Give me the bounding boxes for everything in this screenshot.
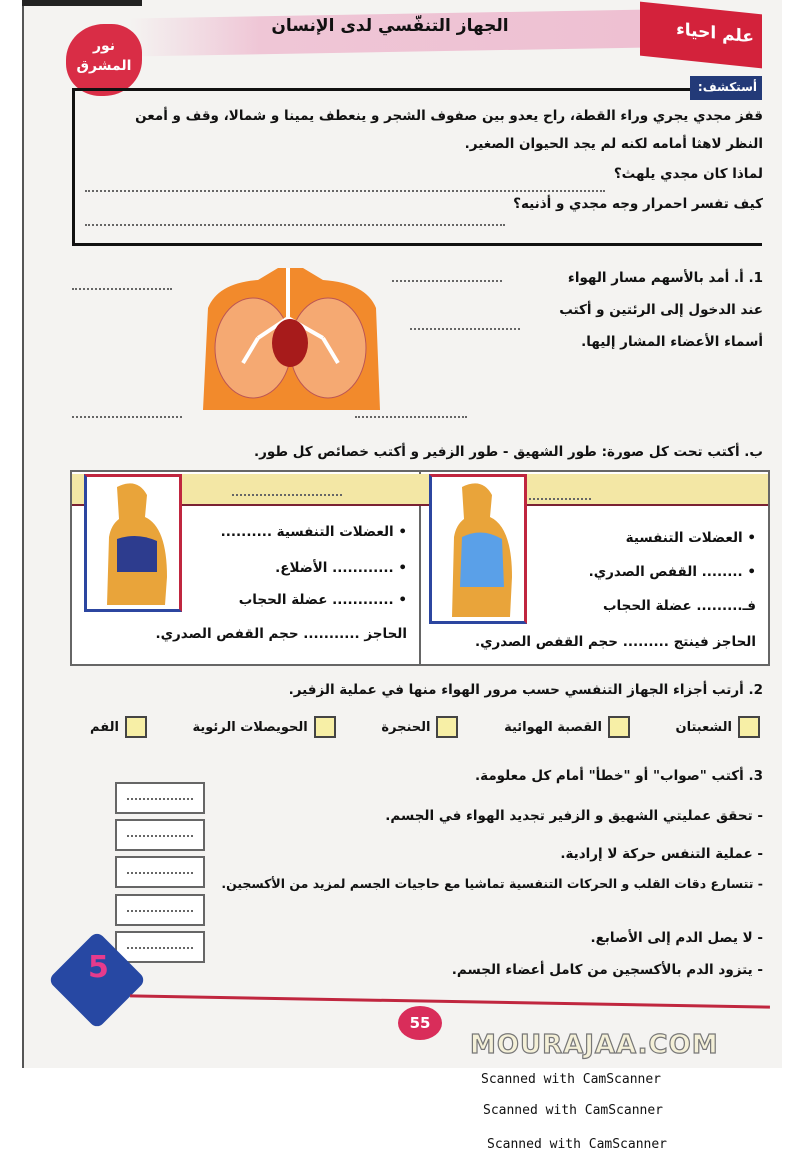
- statement: - تتسارع دقات القلب و الحركات التنفسية تماشيا مع حاجيات الجسم لمزيد من الأكسجين.: [221, 876, 763, 891]
- order-box[interactable]: [608, 716, 630, 738]
- q2-instruction: 2. أرتب أجزاء الجهاز التنفسي حسب مرور الهواء منها في عملية الزفير.: [288, 682, 763, 698]
- option-mouth[interactable]: الفم: [90, 716, 147, 738]
- level-number: 5: [88, 950, 109, 985]
- q2-options: [90, 716, 760, 738]
- scanner-label: Scanned with CamScanner: [483, 1103, 664, 1118]
- intro-text-2: النظر لاهثا أمامه لكنه لم يجد الحيوان الصغير.: [464, 136, 763, 152]
- statement: - عملية التنفس حركة لا إرادية.: [560, 846, 763, 862]
- order-box[interactable]: [125, 716, 147, 738]
- order-box[interactable]: [738, 716, 760, 738]
- q1-line-3: أسماء الأعضاء المشار إليها.: [581, 334, 763, 350]
- answer-line[interactable]: [85, 190, 605, 192]
- order-box[interactable]: [436, 716, 458, 738]
- inhale-item: • العضلات التنفسية: [625, 530, 756, 546]
- inhale-figure: [429, 474, 527, 624]
- q1b-instruction: ب. أكتب تحت كل صورة: طور الشهيق - طور الزفير و أكتب خصائص كل طور.: [253, 444, 763, 460]
- lungs-diagram: [198, 268, 383, 410]
- option-larynx[interactable]: الحنجرة: [381, 716, 458, 738]
- exhale-figure: [84, 474, 182, 612]
- publisher-logo: نور المشرق: [66, 24, 142, 96]
- q1-line-1: 1. أ. أمد بالأسهم مسار الهواء: [567, 270, 763, 286]
- breathing-phases-table: [70, 470, 770, 666]
- q3-instruction: 3. أكتب "صواب" أو "خطأ" أمام كل معلومة.: [475, 768, 763, 784]
- phase-cell-exhale: [72, 472, 421, 664]
- statement: - تحقق عمليتي الشهيق و الزفير تجديد الهواء في الجسم.: [385, 808, 763, 824]
- scanner-label: Scanned with CamScanner: [487, 1137, 668, 1152]
- label-line[interactable]: [72, 416, 182, 418]
- label-line[interactable]: [392, 280, 502, 282]
- statement: - يتزود الدم بالأكسجين من كامل أعضاء الجسم.: [451, 962, 763, 978]
- answer-box[interactable]: [115, 856, 205, 888]
- option-bronchi[interactable]: الشعبتان: [676, 716, 761, 738]
- exhale-item: • العضلات التنفسية ..........: [220, 524, 407, 540]
- page-number: 55: [398, 1006, 442, 1040]
- label-line[interactable]: [410, 328, 520, 330]
- subject-tab: علم احياء: [640, 2, 762, 69]
- exhale-item: الحاجز ........... حجم القفص الصدري.: [155, 626, 407, 642]
- label-line[interactable]: [355, 416, 467, 418]
- exhale-item: • ............ الأضلاع.: [275, 560, 407, 576]
- answer-box[interactable]: [115, 819, 205, 851]
- intro-text-1: قفز مجدي يجري وراء القطة، راح يعدو بين صفوف الشجر و ينعطف يمينا و شمالا، وقف و أمعن: [135, 108, 763, 124]
- inhale-item: الحاجز فينتج ......... حجم القفص الصدري.: [474, 634, 756, 650]
- intro-question-1: لماذا كان مجدي يلهث؟: [613, 166, 763, 182]
- phase-cell-inhale: [419, 472, 768, 664]
- scan-edge: [22, 0, 142, 6]
- phase-name-line[interactable]: [232, 494, 342, 496]
- answer-line[interactable]: [85, 224, 505, 226]
- exhale-item: • ............ عضلة الحجاب: [238, 592, 407, 608]
- label-line[interactable]: [72, 288, 172, 290]
- page-title: الجهاز التنفّسي لدى الإنسان: [271, 16, 509, 36]
- inhale-item: • ........ القفص الصدري.: [588, 564, 756, 580]
- watermark: MOURAJAA.COM: [470, 1030, 719, 1060]
- statement: - لا يصل الدم إلى الأصابع.: [590, 930, 763, 946]
- intro-question-2: كيف تفسر احمرار وجه مجدي و أذنيه؟: [513, 196, 763, 212]
- answer-box[interactable]: [115, 782, 205, 814]
- scanner-label: Scanned with CamScanner: [481, 1072, 662, 1087]
- option-trachea[interactable]: القصبة الهوائية: [504, 716, 630, 738]
- answer-box[interactable]: [115, 894, 205, 926]
- answer-box[interactable]: [115, 931, 205, 963]
- order-box[interactable]: [314, 716, 336, 738]
- q1-line-2: عند الدخول إلى الرئتين و أكتب: [559, 302, 763, 318]
- option-alveoli[interactable]: الحويصلات الرئوية: [193, 716, 336, 738]
- inhale-item: فـ......... عضلة الحجاب: [602, 598, 756, 614]
- explore-label: أستكشف:: [690, 76, 762, 100]
